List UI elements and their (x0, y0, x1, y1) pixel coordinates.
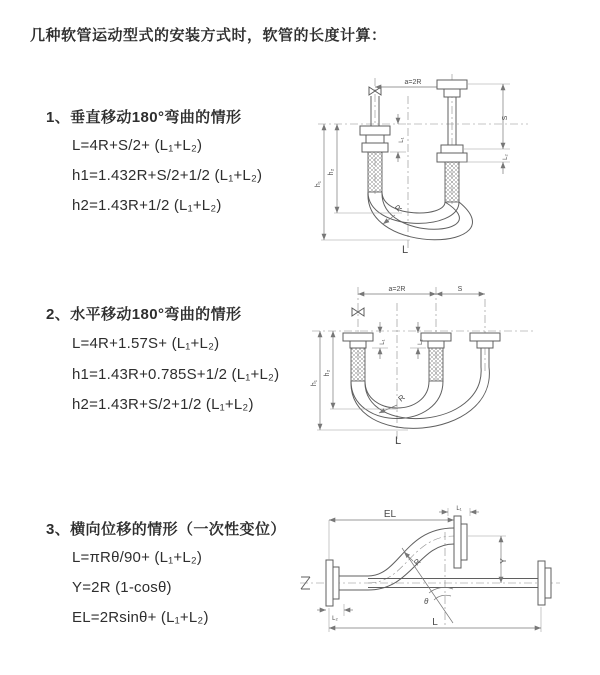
dim-h1-label: h₁ (315, 180, 322, 188)
dim-s (460, 84, 510, 162)
dim-l2 (503, 153, 509, 174)
length-label: L (394, 435, 402, 447)
radius-label: R (412, 556, 423, 568)
dim-l2-label: L₂ (503, 154, 509, 160)
dim-l1-label: L₁ (399, 137, 405, 143)
length-label: L (432, 617, 438, 628)
dim-el (329, 509, 454, 560)
dim-a2r (358, 286, 436, 294)
dim-l1-label: L₁ (380, 339, 386, 345)
page-title: 几种软管运动型式的安装方式时，软管的长度计算： (30, 27, 387, 44)
section-2-formula-h1: h1=1.43R+0.785S+1/2 (L₁+L₂) (72, 366, 280, 383)
valve-icon (369, 87, 381, 95)
braided-hose-section (429, 348, 443, 381)
section-1-formula-L: L=4R+S/2+ (L₁+L₂) (72, 137, 203, 154)
dim-l1 (390, 114, 406, 162)
dim-l1 (372, 322, 388, 359)
right-flange (538, 561, 551, 605)
left-pipe (343, 333, 373, 381)
dim-a2r-label: a=2R (388, 286, 406, 293)
left-flange (326, 560, 368, 606)
dim-h2-label: h₂ (328, 168, 335, 176)
section-3-formula-Y: Y=2R (1-cosθ) (72, 579, 172, 596)
dim-s (436, 286, 485, 294)
dim-s-label: S (457, 286, 463, 293)
dim-y (468, 536, 508, 583)
upper-flange (454, 516, 467, 568)
dim-l (329, 607, 541, 632)
dim-l1-label: L₁ (456, 506, 462, 512)
section-3-formula-EL: EL=2Rsinθ+ (L₁+L₂) (72, 609, 209, 626)
radius-annotation (383, 203, 404, 224)
radius-annotation (379, 393, 407, 413)
section-1-formula-h1: h1=1.432R+S/2+1/2 (L₁+L₂) (72, 167, 263, 184)
dim-h1 (315, 124, 410, 240)
dim-l2-label: L₂ (418, 339, 424, 345)
dim-l2 (317, 604, 353, 622)
radius-label: R (396, 392, 407, 404)
dim-y-label: Y (499, 558, 508, 564)
diagram-vertical-180-bend (310, 72, 600, 254)
dim-h2-label: h₂ (324, 369, 331, 377)
hose-u-curves (351, 367, 489, 428)
diagram-horizontal-180-bend (308, 281, 600, 453)
dim-el-label: EL (383, 509, 397, 520)
dim-l2-label: L₂ (332, 616, 338, 622)
middle-pipe (421, 333, 451, 381)
dim-s-label: S (502, 115, 509, 121)
centerlines (312, 287, 533, 447)
braided-hose-section (368, 152, 382, 192)
braided-hose-section (351, 348, 365, 381)
section-1-heading: 1、垂直移动180°弯曲的情形 (46, 109, 242, 126)
section-1-formula-h2: h2=1.43R+1/2 (L₁+L₂) (72, 197, 222, 214)
dim-h2 (328, 124, 402, 213)
section-2-formula-L: L=4R+1.57S+ (L₁+L₂) (72, 335, 220, 352)
dim-h1-label: h₁ (311, 379, 318, 387)
angle-annotation (402, 548, 453, 623)
dim-l2 (410, 322, 426, 359)
section-2-heading: 2、水平移动180°弯曲的情形 (46, 306, 242, 323)
length-label: L (401, 244, 409, 254)
section-3-heading: 3、横向位移的情形（一次性变位） (46, 521, 286, 538)
angle-label: θ (424, 597, 429, 606)
diagram-lateral-displacement (298, 504, 600, 646)
section-2-formula-h2: h2=1.43R+S/2+1/2 (L₁+L₂) (72, 396, 254, 413)
radius-label: R (393, 202, 404, 214)
dim-l1 (439, 506, 479, 516)
section-3-formula-L: L=πRθ/90+ (L₁+L₂) (72, 549, 203, 566)
braided-hose-section (445, 162, 459, 202)
dim-a2r-label: a=2R (404, 79, 422, 86)
